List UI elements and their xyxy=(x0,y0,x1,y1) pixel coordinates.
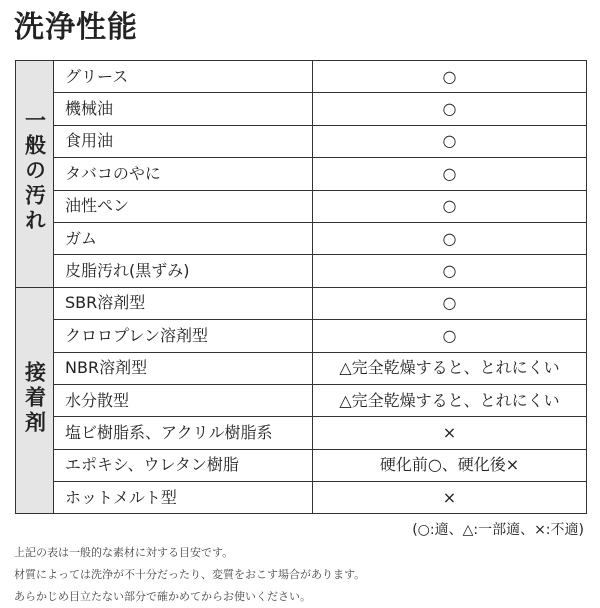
result-cell: ○ xyxy=(313,158,587,190)
category-label: 接着剤 xyxy=(22,361,47,437)
result-cell: △完全乾燥すると、とれにくい xyxy=(313,352,587,384)
result-cell: × xyxy=(313,482,587,514)
table-row xyxy=(16,417,587,449)
category-cell-general-dirt xyxy=(16,61,54,288)
result-cell: ○ xyxy=(313,125,587,157)
stain-item-cell: 水分散型 xyxy=(54,384,313,416)
stain-item-cell: エポキシ、ウレタン樹脂 xyxy=(54,449,313,481)
table-row xyxy=(16,482,587,514)
category-label: 一般の汚れ xyxy=(22,109,47,235)
result-cell: ○ xyxy=(313,255,587,287)
table-row xyxy=(16,190,587,222)
table-row xyxy=(16,93,587,125)
result-cell: ○ xyxy=(313,320,587,352)
footnote-line: 材質によっては洗浄が不十分だったり、変質をおこす場合があります。 xyxy=(14,568,366,581)
page-title: 洗浄性能 xyxy=(14,10,138,45)
stain-item-cell: 油性ペン xyxy=(54,190,313,222)
stain-item-cell: ホットメルト型 xyxy=(54,482,313,514)
footnote-line: あらかじめ目立たない部分で確かめてからお使いください。 xyxy=(14,590,311,603)
stain-item-cell: 食用油 xyxy=(54,125,313,157)
result-cell: 硬化前○、硬化後× xyxy=(313,449,587,481)
footnote-line: 上記の表は一般的な素材に対する目安です。 xyxy=(14,546,234,559)
stain-item-cell: クロロプレン溶剤型 xyxy=(54,320,313,352)
table-row xyxy=(16,61,587,93)
result-cell: ○ xyxy=(313,190,587,222)
cleaning-performance-table xyxy=(15,60,587,514)
stain-item-cell: グリース xyxy=(54,61,313,93)
stain-item-cell: 機械油 xyxy=(54,93,313,125)
stain-item-cell: タバコのやに xyxy=(54,158,313,190)
stain-item-cell: NBR溶剤型 xyxy=(54,352,313,384)
stain-item-cell: 皮脂汚れ(黒ずみ) xyxy=(54,255,313,287)
table-row xyxy=(16,384,587,416)
table-row xyxy=(16,287,587,319)
result-cell: △完全乾燥すると、とれにくい xyxy=(313,384,587,416)
footnotes xyxy=(14,542,365,608)
table-row xyxy=(16,158,587,190)
rating-legend: (○:適、△:一部適、×:不適) xyxy=(412,522,584,538)
result-cell: ○ xyxy=(313,287,587,319)
result-cell: ○ xyxy=(313,61,587,93)
result-cell: × xyxy=(313,417,587,449)
stain-item-cell: ガム xyxy=(54,222,313,254)
stain-item-cell: 塩ビ樹脂系、アクリル樹脂系 xyxy=(54,417,313,449)
table-row xyxy=(16,222,587,254)
category-cell-adhesive xyxy=(16,287,54,514)
result-cell: ○ xyxy=(313,222,587,254)
table-row xyxy=(16,255,587,287)
table-row xyxy=(16,320,587,352)
table-row xyxy=(16,125,587,157)
stain-item-cell: SBR溶剤型 xyxy=(54,287,313,319)
table-row xyxy=(16,352,587,384)
table-row xyxy=(16,449,587,481)
result-cell: ○ xyxy=(313,93,587,125)
